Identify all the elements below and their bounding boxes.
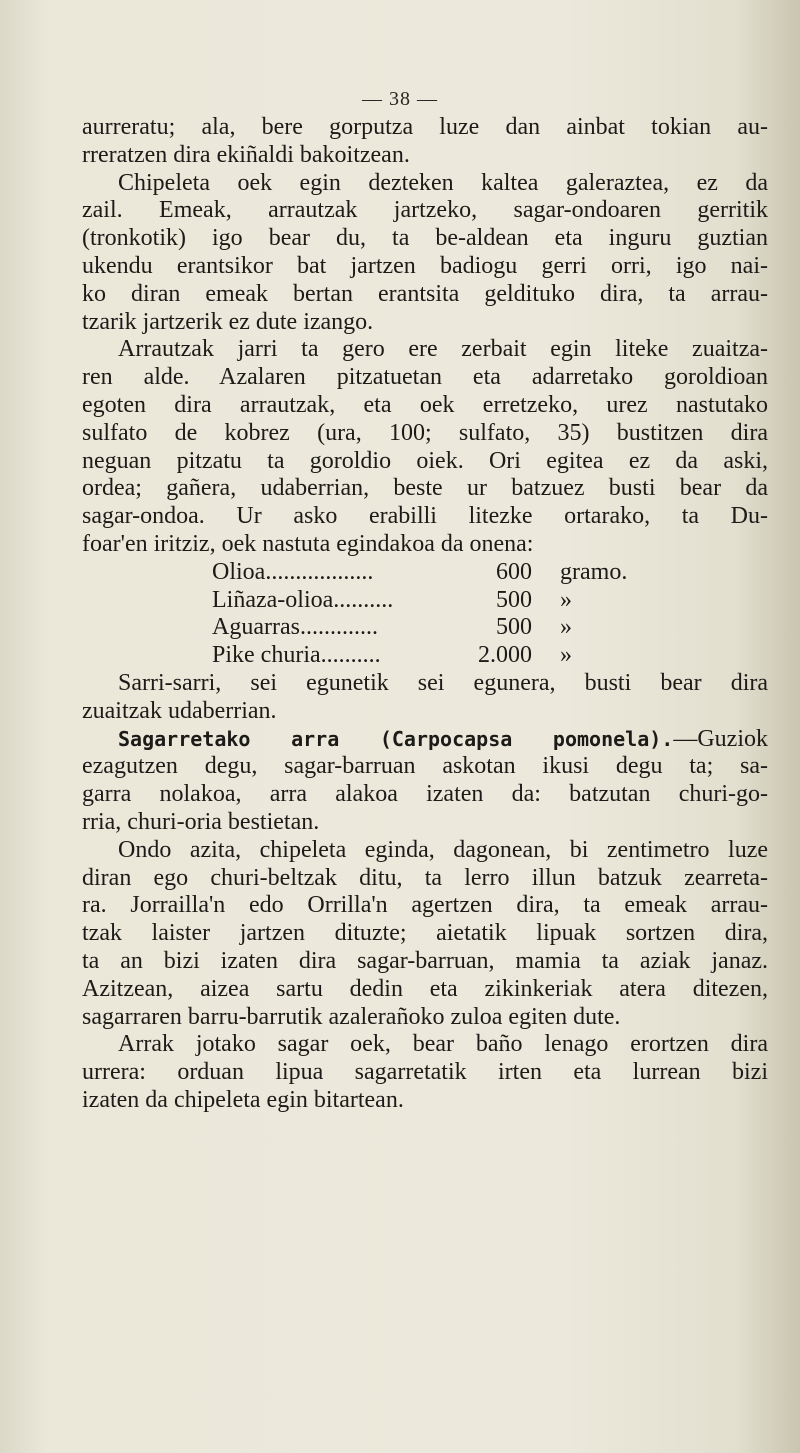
- recipe-row: [212, 641, 572, 669]
- text-line: zuaitzak udaberrian.: [82, 697, 277, 724]
- recipe-name: Pike churia..........: [212, 642, 381, 669]
- text-line: diran ego churi-beltzak ditu, ta lerro illun batzuk zearreta-: [82, 864, 768, 891]
- text-line: Chipeleta oek egin dezteken kaltea galeraztea, ez da: [118, 169, 768, 196]
- recipe-row: [212, 586, 572, 614]
- text-line: zail. Emeak, arrautzak jartzeko, sagar-ondoaren gerritik: [82, 197, 768, 224]
- text-line: neguan pitzatu ta goroldio oiek. Ori egitea ez da aski,: [82, 447, 768, 474]
- recipe-value: 600: [496, 558, 532, 585]
- text-line: ren alde. Azalaren pitzatuetan eta adarretako goroldioan: [82, 364, 768, 391]
- text-line: ezagutzen degu, sagar-barruan askotan ikusi degu ta; sa-: [82, 753, 768, 780]
- recipe-unit: »: [560, 614, 572, 641]
- text-line: garra nolakoa, arra alakoa izaten da: batzutan churi-go-: [82, 781, 768, 808]
- text-line: sagar-ondoa. Ur asko erabilli litezke ortarako, ta Du-: [82, 503, 768, 530]
- recipe-value: 500: [496, 586, 532, 613]
- text-line: rria, churi-oria bestietan.: [82, 809, 320, 835]
- text-line: tzak laister jartzen dituzte; aietatik lipuak sortzen dira,: [82, 920, 768, 947]
- recipe-name: Aguarras.............: [212, 614, 378, 641]
- text-line: ko diran emeak bertan erantsita geldituko dira, ta arrau-: [82, 280, 768, 307]
- recipe-row: [212, 613, 572, 641]
- recipe-row: [212, 558, 627, 586]
- text-line: urrera: orduan lipua sagarretatik irten eta lurrean bizi: [82, 1059, 768, 1086]
- recipe-value: 500: [496, 614, 532, 641]
- text-line: tzarik jartzerik ez dute izango.: [82, 308, 374, 335]
- recipe-unit: »: [560, 586, 572, 613]
- text-line: ra. Jorrailla'n edo Orrilla'n agertzen dira, ta emeak arrau-: [82, 892, 768, 919]
- text-line: foar'en iritziz, oek nastuta egindakoa da onena:: [82, 531, 534, 557]
- recipe-name: Liñaza-olioa..........: [212, 586, 394, 613]
- recipe-unit: »: [560, 642, 572, 669]
- text-line: ukendu erantsikor bat jartzen badiogu gerri orri, igo nai-: [82, 253, 768, 279]
- text-span: —Guziok: [673, 725, 768, 752]
- text-line: ordea; gañera, udaberrian, beste ur batzuez busti bear da: [82, 475, 768, 502]
- text-line: Sarri-sarri, sei egunetik sei egunera, busti bear dira: [118, 670, 768, 696]
- text-line: Arrak jotako sagar oek, bear baño lenago erortzen dira: [118, 1031, 768, 1058]
- text-line: izaten da chipeleta egin bitartean.: [82, 1087, 404, 1113]
- recipe-unit: gramo.: [560, 558, 628, 585]
- text-line: egoten dira arrautzak, eta oek erretzeko, urez nastutako: [82, 392, 768, 418]
- text-line: sulfato de kobrez (ura, 100; sulfato, 35) bustitzen dira: [82, 419, 768, 446]
- section-heading-line: [118, 725, 768, 753]
- text-line: (tronkotik) igo bear du, ta be-aldean eta inguru guztian: [82, 225, 768, 252]
- recipe-name: Olioa..................: [212, 558, 374, 585]
- text-line: Azitzean, aizea sartu dedin eta zikinkeriak atera ditezen,: [82, 975, 768, 1002]
- text-line: rreratzen dira ekiñaldi bakoitzean.: [82, 141, 410, 168]
- text-line: aurreratu; ala, bere gorputza luze dan ainbat tokian au-: [82, 114, 768, 140]
- text-line: ta an bizi izaten dira sagar-barruan, mamia ta aziak janaz.: [82, 948, 768, 974]
- recipe-value: 2.000: [478, 642, 532, 669]
- page-number: — 38 —: [362, 88, 438, 110]
- text-line: sagarraren barru-barrutik azalerañoko zuloa egiten dute.: [82, 1003, 621, 1030]
- section-heading: Sagarretako arra (Carpocapsa pomonela).: [118, 726, 674, 751]
- text-line: Arrautzak jarri ta gero ere zerbait egin liteke zuaitza-: [118, 336, 768, 363]
- text-line: Ondo azita, chipeleta eginda, dagonean, bi zentimetro luze: [118, 836, 768, 863]
